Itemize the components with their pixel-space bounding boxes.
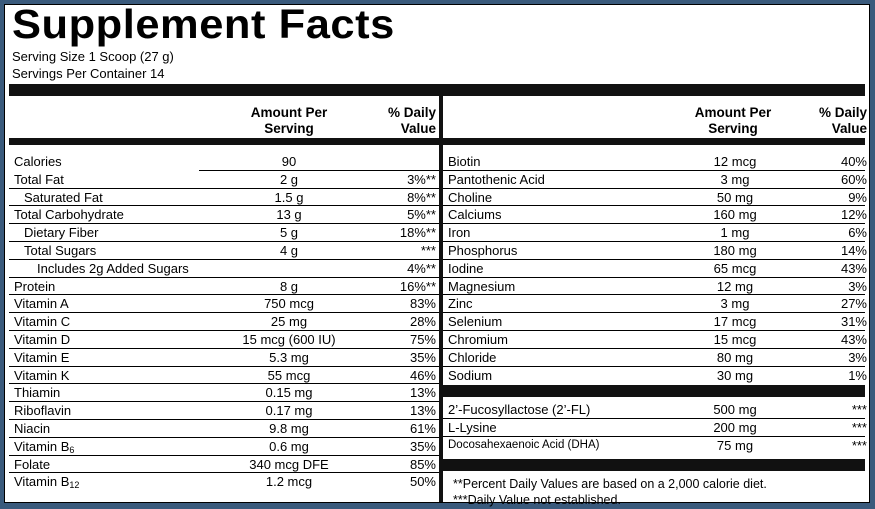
nutrient-name [14, 171, 64, 189]
nutrient-name [14, 331, 70, 349]
nutrient-name-text: Total Carbohydrate [14, 207, 124, 223]
servings-per-container: Servings Per Container 14 [12, 66, 165, 81]
nutrient-daily-value: 43% [840, 260, 867, 276]
nutrient-daily-value: *** [851, 437, 867, 453]
nutrient-name-text: Iodine [448, 260, 484, 276]
nutrient-daily-value: 85% [409, 456, 436, 472]
serving-size: Serving Size 1 Scoop (27 g) [12, 49, 174, 64]
nutrient-name-text: Iron [448, 225, 471, 241]
nutrient-row [9, 153, 439, 171]
nutrient-name [14, 349, 69, 367]
nutrient-name [448, 242, 517, 260]
nutrient-row [9, 295, 439, 313]
nutrient-row [9, 349, 439, 367]
nutrient-name [14, 456, 50, 474]
nutrient-amount: 25 mg [270, 314, 308, 330]
nutrient-row [9, 331, 439, 349]
nutrient-name [14, 402, 71, 420]
nutrient-name [448, 313, 502, 331]
nutrient-daily-value: 18%** [399, 225, 436, 241]
footnote-divider-bar [443, 459, 865, 471]
nutrient-row [9, 260, 439, 278]
nutrient-row [443, 401, 865, 419]
nutrient-name-text: Phosphorus [448, 242, 518, 258]
nutrient-amount: 75 mg [716, 437, 754, 453]
nutrient-name-text: Total Sugars [24, 242, 97, 258]
nutrient-daily-value: 9% [848, 189, 867, 205]
nutrient-name-text: Biotin [448, 154, 481, 169]
nutrient-amount: 30 mg [716, 367, 754, 383]
nutrient-name-text: Pantothenic Acid [448, 171, 545, 187]
nutrient-name-text: Vitamin K [14, 367, 70, 383]
nutrient-name [448, 437, 600, 455]
nutrient-name-text: Zinc [448, 296, 473, 312]
nutrient-daily-value: 28% [409, 314, 436, 330]
nutrient-amount: 4 g [279, 242, 299, 258]
nutrient-name-text: Vitamin A [14, 296, 69, 312]
nutrient-row [9, 420, 439, 438]
header-divider-bar [9, 138, 439, 145]
footnote-dv-not-established: ***Daily Value not established. [453, 492, 621, 507]
nutrient-daily-value: 60% [840, 171, 867, 187]
nutrient-name [37, 260, 189, 278]
nutrient-daily-value: 35% [409, 438, 436, 454]
nutrient-daily-value: *** [851, 420, 867, 436]
nutrient-amount: 5.3 mg [269, 349, 309, 365]
nutrient-row [443, 189, 865, 207]
nutrient-daily-value: *** [420, 242, 436, 258]
nutrient-daily-value: 13% [409, 385, 436, 401]
nutrient-row [9, 313, 439, 331]
top-divider-bar [9, 84, 865, 96]
nutrient-name [14, 153, 62, 171]
nutrient-row [9, 224, 439, 242]
nutrient-name [448, 153, 481, 171]
nutrient-name [448, 224, 470, 242]
nutrient-row [443, 419, 865, 437]
right-column-header [443, 96, 865, 138]
nutrient-daily-value: 5%** [407, 207, 436, 223]
nutrient-row [443, 206, 865, 224]
nutrient-row [443, 242, 865, 260]
nutrient-row [443, 260, 865, 278]
nutrient-amount: 50 mg [716, 189, 754, 205]
nutrient-amount: 200 mg [713, 420, 757, 436]
nutrient-daily-value: 27% [840, 296, 867, 312]
nutrient-row [443, 278, 865, 296]
nutrient-name [448, 171, 545, 189]
nutrient-name-text: Chloride [448, 349, 497, 365]
nutrient-name [14, 473, 79, 495]
nutrient-daily-value: *** [851, 402, 867, 418]
nutrient-name [14, 420, 50, 438]
nutrient-amount: 3 mg [720, 171, 750, 187]
header-divider-bar [443, 138, 865, 145]
nutrient-name-text: Riboflavin [14, 403, 72, 419]
nutrient-amount: 8 g [279, 278, 299, 294]
nutrient-name-subscript: 12 [69, 480, 80, 491]
nutrient-amount: 5 g [279, 225, 299, 241]
nutrient-amount: 12 mcg [713, 154, 757, 169]
nutrient-amount: 3 mg [720, 296, 750, 312]
nutrient-name [14, 278, 55, 296]
other-ingredients-list [443, 401, 865, 454]
nutrient-amount: 90 [281, 154, 297, 169]
nutrient-row [443, 224, 865, 242]
page-title: Supplement Facts [12, 1, 395, 47]
nutrient-daily-value: 14% [840, 242, 867, 258]
nutrient-name-text: Folate [14, 456, 51, 472]
nutrient-amount: 180 mg [713, 242, 757, 258]
left-nutrient-list [9, 145, 439, 491]
nutrient-name [14, 384, 60, 402]
nutrient-name [14, 206, 124, 224]
nutrient-amount: 0.17 mg [265, 403, 313, 419]
nutrient-daily-value: 50% [409, 474, 436, 490]
nutrient-name-text: Protein [14, 278, 56, 294]
nutrient-name-text: Docosahexaenoic Acid (DHA) [448, 438, 600, 451]
nutrient-daily-value: 1% [848, 367, 867, 383]
nutrient-name [448, 367, 492, 385]
nutrient-row [9, 473, 439, 491]
nutrient-amount: 0.6 mg [269, 438, 309, 454]
left-column [9, 96, 439, 491]
amount-per-serving-header: Amount Per Serving [250, 105, 328, 136]
nutrient-name [14, 295, 69, 313]
nutrient-daily-value: 6% [848, 225, 867, 241]
nutrient-amount: 15 mcg (600 IU) [242, 331, 336, 347]
amount-per-serving-header: Amount Per Serving [694, 105, 772, 136]
nutrient-row [443, 437, 865, 455]
nutrient-amount: 1 mg [720, 225, 750, 241]
nutrient-row [443, 171, 865, 189]
nutrient-daily-value: 75% [409, 331, 436, 347]
nutrient-daily-value: 35% [409, 349, 436, 365]
nutrient-amount: 9.8 mg [269, 420, 309, 436]
nutrient-row [443, 367, 865, 385]
nutrient-name-text: L-Lysine [448, 420, 497, 436]
nutrient-row [9, 456, 439, 474]
nutrient-amount: 1.5 g [274, 189, 304, 205]
nutrient-amount: 340 mcg DFE [249, 456, 329, 472]
nutrient-row [9, 206, 439, 224]
nutrient-name-text: Dietary Fiber [24, 225, 99, 241]
nutrient-row [443, 349, 865, 367]
nutrient-name-text: Sodium [448, 367, 493, 383]
nutrient-name [448, 349, 496, 367]
nutrient-row [9, 278, 439, 296]
nutrient-daily-value: 4%** [407, 260, 436, 276]
daily-value-header: % Daily Value [387, 105, 436, 136]
right-column [443, 96, 865, 508]
nutrient-daily-value: 40% [840, 154, 867, 169]
nutrient-name-text: Vitamin E [14, 349, 70, 365]
daily-value-header: % Daily Value [818, 105, 867, 136]
nutrient-name [448, 331, 508, 349]
nutrient-name-text: Selenium [448, 314, 503, 330]
nutrient-name-text: Vitamin B [14, 474, 70, 490]
nutrient-name [24, 224, 98, 242]
nutrient-row [443, 313, 865, 331]
nutrient-row [9, 438, 439, 456]
nutrient-name [24, 242, 96, 260]
nutrient-daily-value: 3% [848, 278, 867, 294]
nutrient-row [9, 384, 439, 402]
nutrient-row [9, 171, 439, 189]
nutrient-name [448, 295, 473, 313]
nutrient-amount: 750 mcg [264, 296, 314, 312]
nutrient-amount: 0.15 mg [265, 385, 313, 401]
footnote-percent-dv: **Percent Daily Values are based on a 2,000 calorie diet. [453, 476, 767, 491]
nutrient-name-text: 2’-Fucosyllactose (2’-FL) [448, 402, 591, 418]
nutrient-name [14, 313, 70, 331]
nutrient-amount: 80 mg [716, 349, 754, 365]
nutrient-row [9, 189, 439, 207]
nutrient-daily-value: 31% [840, 314, 867, 330]
nutrient-amount: 160 mg [713, 207, 757, 223]
nutrient-name [14, 367, 69, 385]
section-divider-bar [443, 385, 865, 397]
nutrient-row [9, 367, 439, 385]
nutrient-daily-value: 83% [409, 296, 436, 312]
nutrient-amount: 15 mcg [713, 331, 757, 347]
nutrient-name [448, 189, 492, 207]
nutrient-row [9, 402, 439, 420]
nutrient-amount: 13 g [276, 207, 302, 223]
nutrient-daily-value: 46% [409, 367, 436, 383]
nutrient-daily-value: 3% [848, 349, 867, 365]
nutrient-daily-value: 61% [409, 420, 436, 436]
right-nutrient-list [443, 145, 865, 384]
nutrient-daily-value: 13% [409, 403, 436, 419]
nutrient-name-text: Vitamin C [14, 314, 71, 330]
nutrient-name-text: Vitamin D [14, 331, 71, 347]
nutrient-name-text: Calciums [448, 207, 502, 223]
nutrient-name-text: Saturated Fat [24, 189, 103, 205]
nutrient-row [443, 331, 865, 349]
nutrient-amount: 2 g [279, 171, 299, 187]
nutrient-name [448, 206, 501, 224]
nutrient-name-text: Vitamin B [14, 438, 70, 454]
nutrient-amount: 55 mcg [267, 367, 311, 383]
nutrient-row [9, 242, 439, 260]
nutrient-daily-value: 12% [840, 207, 867, 223]
nutrient-daily-value: 43% [840, 331, 867, 347]
left-column-header [9, 96, 439, 138]
nutrient-row [443, 153, 865, 171]
nutrient-name-text: Niacin [14, 420, 51, 436]
footnotes [443, 471, 865, 508]
nutrient-amount: 65 mcg [713, 260, 757, 276]
nutrient-name [24, 189, 103, 207]
nutrient-name-text: Chromium [448, 331, 508, 347]
nutrient-name-text: Total Fat [14, 171, 64, 187]
nutrient-amount: 1.2 mcg [265, 474, 313, 490]
nutrient-amount: 17 mcg [713, 314, 757, 330]
nutrient-name [448, 260, 483, 278]
nutrient-row [443, 295, 865, 313]
nutrient-daily-value: 8%** [407, 189, 436, 205]
nutrient-name-text: Thiamin [14, 385, 61, 401]
supplement-facts-panel [4, 1, 870, 507]
nutrient-name [448, 419, 497, 437]
nutrient-name-subscript: 6 [69, 444, 75, 455]
nutrient-name-text: Includes 2g Added Sugars [37, 260, 189, 276]
nutrient-daily-value: 16%** [399, 278, 436, 294]
nutrient-name-text: Calories [14, 154, 62, 169]
nutrient-name [448, 278, 515, 296]
nutrient-name-text: Magnesium [448, 278, 516, 294]
nutrient-name-text: Choline [448, 189, 493, 205]
nutrient-amount: 12 mg [716, 278, 754, 294]
nutrient-daily-value: 3%** [407, 171, 436, 187]
nutrient-amount: 500 mg [713, 402, 757, 418]
nutrient-name [448, 401, 590, 419]
